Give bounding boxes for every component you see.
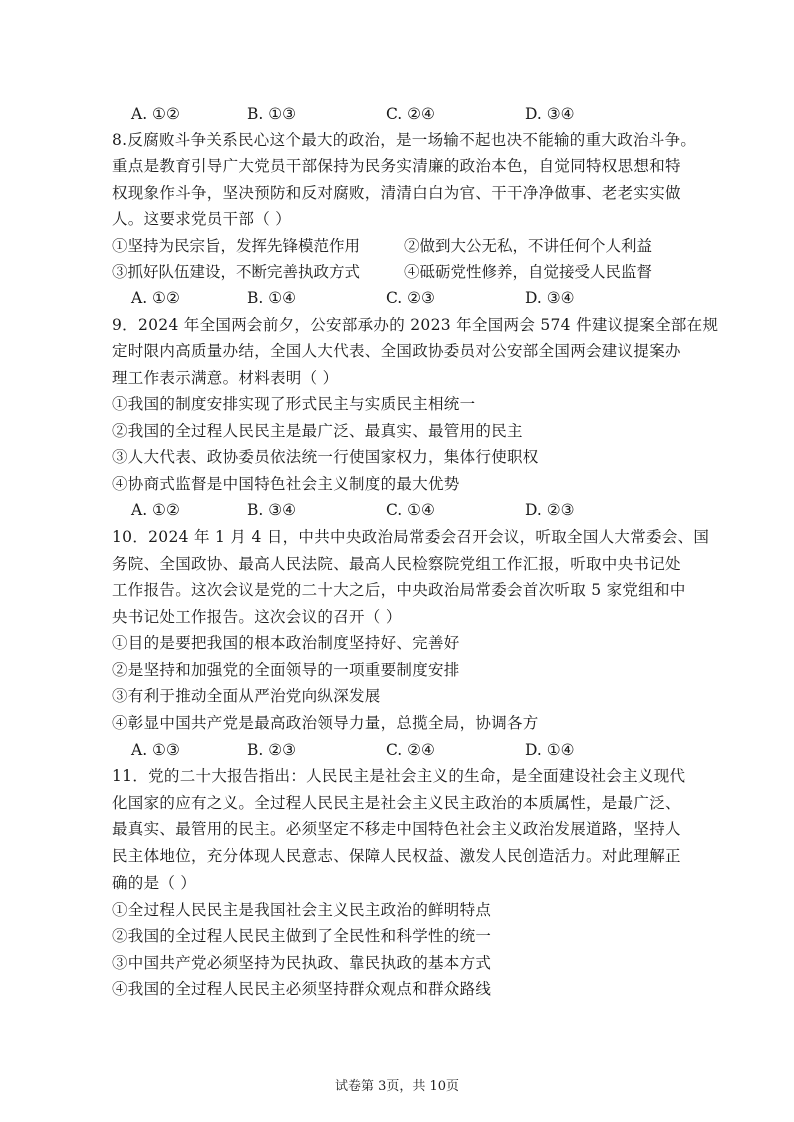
q11-stem-line: 确的是（ ） [112, 874, 197, 892]
q9-stem-line: 定时限内高质量办结，全国人大代表、全国政协委员对公安部全国两会建议提案办 [112, 342, 681, 360]
q9-stem-line: 9．2024 年全国两会前夕，公安部承办的 2023 年全国两会 574 件建议提案全部在规 [112, 316, 719, 334]
q8-stem-line: 8.反腐败斗争关系民心这个最大的政治，是一场输不起也决不能输的重大政治斗争。 [112, 131, 697, 149]
q11-stem-line: 最真实、最管用的民主。必须坚定不移走中国特色社会主义政治发展道路，坚持人 [112, 820, 681, 838]
q8-items-row [112, 262, 692, 282]
option-c[interactable]: C. ②④ [386, 105, 435, 123]
option-a[interactable]: A. ①③ [131, 741, 180, 759]
q8-item-4: ④砥砺党性修养，自觉接受人民监督 [404, 263, 653, 281]
option-c[interactable]: C. ②③ [386, 289, 435, 307]
q10-item-3: ③有利于推动全面从严治党向纵深发展 [112, 687, 381, 705]
q10-stem-line: 央书记处工作报告。这次会议的召开（ ） [112, 608, 402, 626]
q9-item-2: ②我国的全过程人民民主是最广泛、最真实、最管用的民主 [112, 422, 523, 440]
q10-item-1: ①目的是要把我国的根本政治制度坚持好、完善好 [112, 634, 460, 652]
q9-item-1: ①我国的制度安排实现了形式民主与实质民主相统一 [112, 395, 476, 413]
option-a[interactable]: A. ①② [131, 105, 180, 123]
q8-stem-line: 权现象作斗争，坚决预防和反对腐败，清清白白为官、干干净净做事、老老实实做 [112, 184, 681, 202]
option-d[interactable]: D. ②③ [525, 501, 575, 519]
option-a[interactable]: A. ①② [131, 289, 180, 307]
q11-item-3: ③中国共产党必须坚持为民执政、靠民执政的基本方式 [112, 954, 492, 972]
q8-stem-line: 重点是教育引导广大党员干部保持为民务实清廉的政治本色，自觉同特权思想和特 [112, 157, 681, 175]
q11-item-1: ①全过程人民民主是我国社会主义民主政治的鲜明特点 [112, 901, 492, 919]
q9-stem-line: 理工作表示满意。材料表明（ ） [112, 369, 339, 387]
option-b[interactable]: B. ②③ [247, 741, 297, 759]
q11-item-2: ②我国的全过程人民民主做到了全民性和科学性的统一 [112, 927, 492, 945]
option-d[interactable]: D. ③④ [525, 105, 575, 123]
q10-item-4: ④彰显中国共产党是最高政治领导力量，总揽全局，协调各方 [112, 714, 539, 732]
q9-options [131, 500, 691, 520]
q10-item-2: ②是坚持和加强党的全面领导的一项重要制度安排 [112, 661, 460, 679]
q8-item-2: ②做到大公无私，不讲任何个人利益 [404, 237, 653, 255]
option-c[interactable]: C. ②④ [386, 741, 435, 759]
q11-item-4: ④我国的全过程人民民主必须坚持群众观点和群众路线 [112, 980, 492, 998]
option-d[interactable]: D. ①④ [525, 741, 575, 759]
q11-stem-line: 化国家的应有之义。全过程人民民主是社会主义民主政治的本质属性，是最广泛、 [112, 794, 681, 812]
q10-options [131, 740, 691, 760]
option-b[interactable]: B. ①③ [247, 105, 297, 123]
q8-stem-line: 人。这要求党员干部（ ） [112, 210, 292, 228]
q10-stem-line: 务院、全国政协、最高人民法院、最高人民检察院党组工作汇报，听取中央书记处 [112, 555, 681, 573]
q10-stem-line: 工作报告。这次会议是党的二十大之后，中央政治局常委会首次听取 5 家党组和中 [112, 581, 686, 599]
q10-stem-line: 10．2024 年 1 月 4 日，中共中央政治局常委会召开会议，听取全国人大常委会、国 [112, 528, 710, 546]
q11-stem-line: 11．党的二十大报告指出：人民民主是社会主义的生命，是全面建设社会主义现代 [112, 767, 686, 785]
q9-item-3: ③人大代表、政协委员依法统一行使国家权力，集体行使职权 [112, 448, 539, 466]
option-a[interactable]: A. ①② [131, 501, 180, 519]
q9-item-4: ④协商式监督是中国特色社会主义制度的最大优势 [112, 475, 460, 493]
q8-item-3: ③抓好队伍建设，不断完善执政方式 [112, 263, 361, 281]
option-b[interactable]: B. ①④ [247, 289, 297, 307]
q11-stem-line: 民主体地位，充分体现人民意志、保障人民权益、激发人民创造活力。对此理解正 [112, 847, 681, 865]
page-number-footer: 试卷第 3页，共 10页 [334, 1079, 460, 1094]
q8-item-1: ①坚持为民宗旨，发挥先锋模范作用 [112, 237, 361, 255]
q8-options [131, 288, 691, 308]
option-b[interactable]: B. ③④ [247, 501, 297, 519]
q7-options [131, 104, 691, 124]
q8-items-row [112, 236, 692, 256]
option-c[interactable]: C. ①④ [386, 501, 435, 519]
option-d[interactable]: D. ③④ [525, 289, 575, 307]
